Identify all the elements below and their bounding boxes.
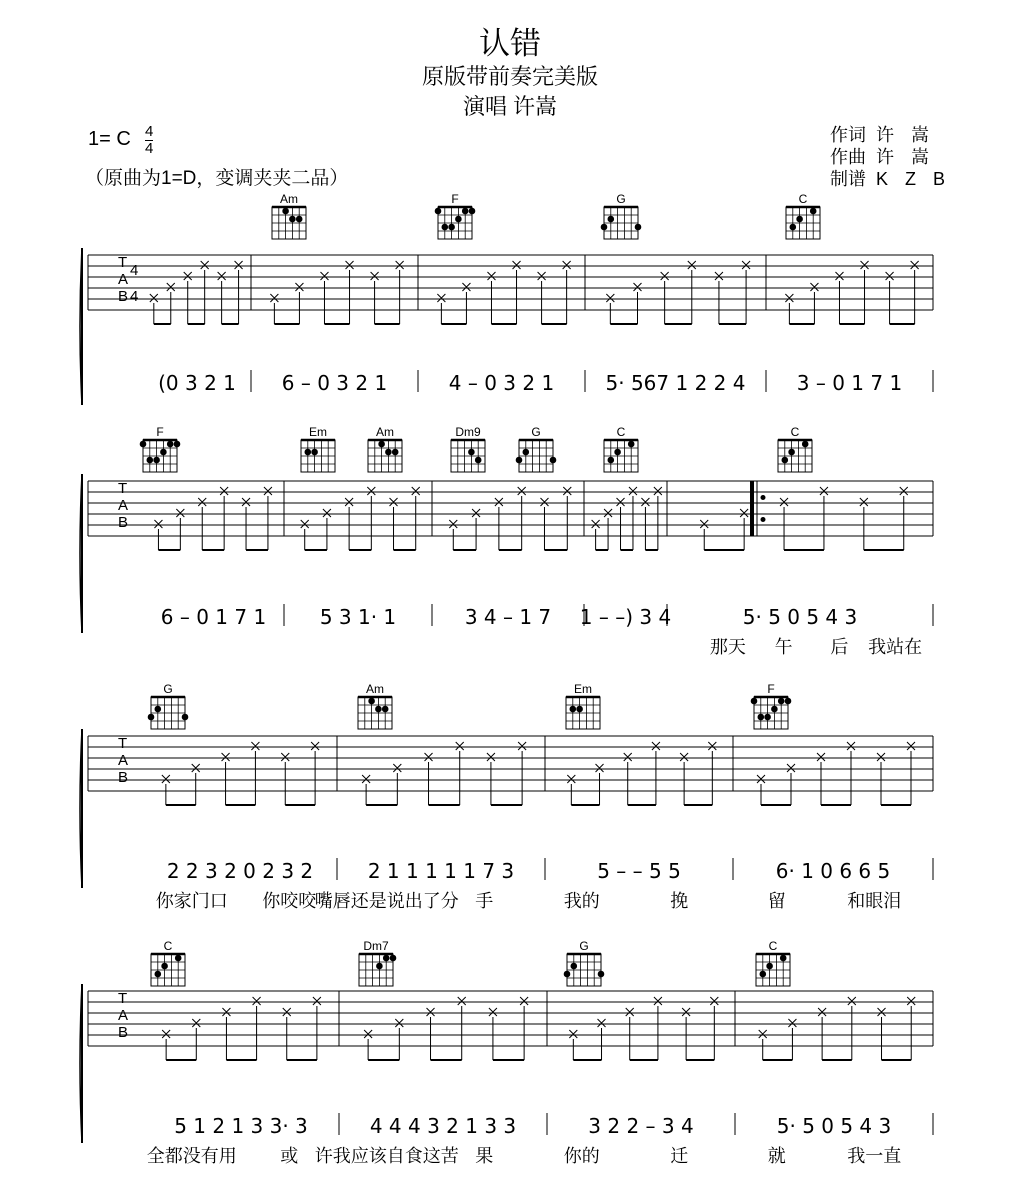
tab-note-x xyxy=(235,261,243,269)
chord-finger-dot xyxy=(375,706,382,713)
tab-letter-t: T xyxy=(118,990,128,1007)
chord-finger-dot xyxy=(570,706,577,713)
chord-diagram-dm7 xyxy=(359,939,396,986)
lyric-word: 你家门口 xyxy=(155,891,228,912)
chord-finger-dot xyxy=(462,208,469,215)
lyric-word: 全都没有用 xyxy=(146,1146,237,1167)
chord-finger-dot xyxy=(376,963,383,970)
chord-finger-dot xyxy=(782,457,789,464)
chord-finger-dot xyxy=(571,963,578,970)
tab-note-x xyxy=(281,753,289,761)
numbered-notation-measure: 4 4 4 3 2 1 3 3 xyxy=(369,1114,517,1138)
numbered-notation-measure: 3 – 0 1 7 1 xyxy=(796,371,903,395)
tab-note-x xyxy=(911,261,919,269)
chord-finger-dot xyxy=(516,457,523,464)
chord-finger-dot xyxy=(282,208,289,215)
chord-name: Am xyxy=(366,682,384,696)
tab-note-x xyxy=(563,487,571,495)
numbered-notation-measure: 6 – 0 1 7 1 xyxy=(160,605,267,629)
chord-finger-dot xyxy=(564,971,571,978)
tab-note-x xyxy=(886,272,894,280)
tab-note-x xyxy=(437,294,445,302)
chord-finger-dot xyxy=(598,971,605,978)
tab-note-x xyxy=(700,520,708,528)
tab-note-x xyxy=(624,753,632,761)
tab-note-x xyxy=(222,753,230,761)
tab-note-x xyxy=(458,997,466,1005)
tab-note-x xyxy=(740,509,748,517)
tab-letter-b: B xyxy=(118,514,129,531)
chord-finger-dot xyxy=(469,208,476,215)
tab-note-x xyxy=(907,997,915,1005)
tab-note-x xyxy=(592,520,600,528)
numbered-notation-measure: 1 – –) 3 4 xyxy=(579,605,672,629)
tab-note-x xyxy=(680,753,688,761)
tab-note-x xyxy=(320,272,328,280)
tab-note-x xyxy=(396,261,404,269)
tab-note-x xyxy=(820,487,828,495)
numbered-notation-measure: 5 3 1· 1 xyxy=(319,605,397,629)
tab-note-x xyxy=(688,261,696,269)
tab-note-x xyxy=(861,261,869,269)
chord-diagram-c xyxy=(786,192,820,239)
tab-note-x xyxy=(877,753,885,761)
chord-name: C xyxy=(163,939,173,953)
tab-note-x xyxy=(487,753,495,761)
tab-note-x xyxy=(425,753,433,761)
chord-finger-dot xyxy=(448,224,455,231)
time-sig-top: 4 xyxy=(145,123,154,140)
tab-note-x xyxy=(715,272,723,280)
tab-note-x xyxy=(787,764,795,772)
chord-name: C xyxy=(798,192,808,206)
chord-diagram-dm9 xyxy=(451,425,485,472)
tab-note-x xyxy=(860,498,868,506)
tab-note-x xyxy=(710,997,718,1005)
chord-name: G xyxy=(579,939,589,953)
tab-note-x xyxy=(847,742,855,750)
chord-diagram-am xyxy=(272,192,306,239)
lyric-word: 许我应该自食这苦 xyxy=(314,1146,459,1167)
tab-note-x xyxy=(513,261,521,269)
chord-name: G xyxy=(531,425,541,439)
tab-note-x xyxy=(654,997,662,1005)
chord-finger-dot xyxy=(153,457,160,464)
tab-note-x xyxy=(569,1030,577,1038)
chord-finger-dot xyxy=(780,955,787,962)
tab-note-x xyxy=(759,1030,767,1038)
tab-note-x xyxy=(393,764,401,772)
chord-finger-dot xyxy=(383,955,390,962)
lyric-word: 我一直 xyxy=(847,1146,902,1167)
tab-note-x xyxy=(301,520,309,528)
chord-finger-dot xyxy=(455,216,462,223)
tab-note-x xyxy=(606,294,614,302)
chord-finger-dot xyxy=(442,224,449,231)
numbered-notation-measure: 5 – – 5 5 xyxy=(597,859,681,883)
tab-note-x xyxy=(198,498,206,506)
tab-note-x xyxy=(757,775,765,783)
tab-note-x xyxy=(810,283,818,291)
tab-letter-t: T xyxy=(118,254,128,271)
tab-note-x xyxy=(150,294,158,302)
numbered-notation-measure: (0 3 2 1 xyxy=(158,371,236,395)
tab-note-x xyxy=(323,509,331,517)
lyric-word: 迁 xyxy=(670,1146,689,1167)
chord-finger-dot xyxy=(576,706,583,713)
tab-note-x xyxy=(567,775,575,783)
tab-note-x xyxy=(907,742,915,750)
chord-name: Dm9 xyxy=(455,425,481,439)
chord-finger-dot xyxy=(368,698,375,705)
chord-finger-dot xyxy=(802,441,809,448)
chord-finger-dot xyxy=(385,449,392,456)
chord-finger-dot xyxy=(796,216,803,223)
tab-note-x xyxy=(900,487,908,495)
tab-note-x xyxy=(390,498,398,506)
chord-finger-dot xyxy=(378,441,385,448)
tab-note-x xyxy=(222,1008,230,1016)
lyric-word: 后 xyxy=(830,637,849,658)
tab-note-x xyxy=(364,1030,372,1038)
tab-note-x xyxy=(641,498,649,506)
tab-note-x xyxy=(253,997,261,1005)
repeat-dot xyxy=(761,517,766,522)
tab-note-x xyxy=(495,498,503,506)
chord-finger-dot xyxy=(382,706,389,713)
tab-note-x xyxy=(462,283,470,291)
chord-finger-dot xyxy=(550,457,557,464)
chord-finger-dot xyxy=(766,963,773,970)
lyric-word: 果 xyxy=(475,1146,494,1167)
chord-name: Em xyxy=(309,425,327,439)
lyric-word: 和眼泪 xyxy=(847,891,902,912)
lyric-word: 手 xyxy=(475,891,494,912)
chord-diagram-g xyxy=(601,192,642,239)
tab-letter-b: B xyxy=(118,1024,129,1041)
tab-note-x xyxy=(220,487,228,495)
credit-arranger: 制谱 K Z B xyxy=(830,169,952,189)
credit-lyricist: 作词 许 嵩 xyxy=(830,125,936,145)
lyric-word: 我的 xyxy=(563,891,600,912)
chord-finger-dot xyxy=(601,224,608,231)
lyric-word: 你的 xyxy=(563,1146,600,1167)
chord-finger-dot xyxy=(760,971,767,978)
tab-note-x xyxy=(518,487,526,495)
tab-note-x xyxy=(395,1019,403,1027)
tab-letter-a: A xyxy=(118,1007,129,1024)
time-sig-bottom: 4 xyxy=(145,140,154,157)
tab-note-x xyxy=(654,487,662,495)
tab-note-x xyxy=(520,997,528,1005)
chord-finger-dot xyxy=(182,714,189,721)
tab-note-x xyxy=(251,742,259,750)
tab-note-x xyxy=(270,294,278,302)
tab-note-x xyxy=(313,997,321,1005)
chord-finger-dot xyxy=(435,208,442,215)
chord-name: Dm7 xyxy=(363,939,389,953)
tab-note-x xyxy=(154,520,162,528)
tab-note-x xyxy=(835,272,843,280)
tab-note-x xyxy=(708,742,716,750)
chord-finger-dot xyxy=(155,971,162,978)
tab-note-x xyxy=(176,509,184,517)
chord-diagram-f xyxy=(751,682,792,729)
tab-note-x xyxy=(518,742,526,750)
tab-note-x xyxy=(449,520,457,528)
tab-note-x xyxy=(167,283,175,291)
tab-note-x xyxy=(817,753,825,761)
tab-note-x xyxy=(652,742,660,750)
lyric-word: 留 xyxy=(767,891,786,912)
lyric-word: 午 xyxy=(774,637,793,658)
lyric-word: 那天 xyxy=(709,637,746,658)
tab-note-x xyxy=(848,997,856,1005)
chord-name: Am xyxy=(280,192,298,206)
lyric-word: 挽 xyxy=(670,891,689,912)
tab-letter-a: A xyxy=(118,752,129,769)
chord-finger-dot xyxy=(289,216,296,223)
lyric-word: 嘴唇还是说出了分 xyxy=(314,891,459,912)
numbered-notation-measure: 5· 5 0 5 4 3 xyxy=(742,605,858,629)
repeat-dot xyxy=(761,495,766,500)
chord-finger-dot xyxy=(148,714,155,721)
tab-note-x xyxy=(201,261,209,269)
lyric-word: 你咬咬 xyxy=(262,891,317,912)
chord-finger-dot xyxy=(771,706,778,713)
tab-note-x xyxy=(626,1008,634,1016)
tab-note-x xyxy=(780,498,788,506)
tab-note-x xyxy=(412,487,420,495)
tab-time-sig-top: 4 xyxy=(130,262,139,279)
chord-finger-dot xyxy=(758,714,765,721)
chord-name: C xyxy=(768,939,778,953)
song-subtitle: 原版带前奏完美版 xyxy=(421,64,598,89)
tab-note-x xyxy=(192,764,200,772)
tab-note-x xyxy=(283,1008,291,1016)
chord-finger-dot xyxy=(390,955,397,962)
chord-name: F xyxy=(156,425,164,439)
tab-note-x xyxy=(596,764,604,772)
numbered-notation-measure: 6· 1 0 6 6 5 xyxy=(775,859,891,883)
tab-note-x xyxy=(617,498,625,506)
chord-diagram-c xyxy=(604,425,638,472)
lyric-word: 就 xyxy=(767,1146,786,1167)
chord-finger-dot xyxy=(160,449,167,456)
tab-note-x xyxy=(162,775,170,783)
chord-finger-dot xyxy=(392,449,399,456)
tab-note-x xyxy=(371,272,379,280)
chord-finger-dot xyxy=(311,449,318,456)
tab-note-x xyxy=(661,272,669,280)
numbered-notation-measure: 3 2 2 – 3 4 xyxy=(588,1114,694,1138)
tab-letter-b: B xyxy=(118,288,129,305)
chord-finger-dot xyxy=(785,698,792,705)
chord-finger-dot xyxy=(751,698,758,705)
tab-letter-t: T xyxy=(118,735,128,752)
tab-note-x xyxy=(295,283,303,291)
chord-name: F xyxy=(451,192,459,206)
chord-diagram-g xyxy=(148,682,189,729)
chord-finger-dot xyxy=(778,698,785,705)
chord-finger-dot xyxy=(147,457,154,464)
chord-finger-dot xyxy=(167,441,174,448)
tab-note-x xyxy=(346,261,354,269)
chord-diagram-em xyxy=(566,682,600,729)
key-label: 1= C xyxy=(88,128,131,150)
chord-name: Em xyxy=(574,682,592,696)
chord-name: Am xyxy=(376,425,394,439)
tab-note-x xyxy=(367,487,375,495)
capo-note: （原曲为1=D，变调夹夹二品） xyxy=(85,168,349,189)
numbered-notation-measure: 2 1 1 1 1 1 7 3 xyxy=(367,859,515,883)
chord-name: G xyxy=(163,682,173,696)
chord-finger-dot xyxy=(608,216,615,223)
chord-finger-dot xyxy=(475,457,482,464)
tab-note-x xyxy=(742,261,750,269)
tab-note-x xyxy=(487,272,495,280)
chord-finger-dot xyxy=(140,441,147,448)
tab-note-x xyxy=(264,487,272,495)
chord-finger-dot xyxy=(296,216,303,223)
chord-finger-dot xyxy=(175,955,182,962)
credit-composer: 作曲 许 嵩 xyxy=(830,147,936,167)
tab-letter-t: T xyxy=(118,480,128,497)
chord-finger-dot xyxy=(788,449,795,456)
chord-diagram-f xyxy=(140,425,181,472)
tab-note-x xyxy=(818,1008,826,1016)
chord-finger-dot xyxy=(155,706,162,713)
chord-diagram-am xyxy=(368,425,402,472)
numbered-notation-measure: 4 – 0 3 2 1 xyxy=(448,371,555,395)
numbered-notation-measure: 6 – 0 3 2 1 xyxy=(281,371,388,395)
tab-note-x xyxy=(311,742,319,750)
tab-letter-b: B xyxy=(118,769,129,786)
chord-name: G xyxy=(616,192,626,206)
chord-name: C xyxy=(790,425,800,439)
chord-finger-dot xyxy=(305,449,312,456)
numbered-notation-measure: 5· 567 1 2 2 4 xyxy=(605,371,746,395)
chord-name: F xyxy=(767,682,775,696)
numbered-notation-measure: 5 1 2 1 3 3· 3 xyxy=(174,1114,308,1138)
tab-note-x xyxy=(162,1030,170,1038)
tab-note-x xyxy=(218,272,226,280)
chord-diagram-f xyxy=(435,192,476,239)
tab-letter-a: A xyxy=(118,271,129,288)
tab-note-x xyxy=(538,272,546,280)
chord-finger-dot xyxy=(614,449,621,456)
singer-line: 演唱 许嵩 xyxy=(462,94,558,119)
tab-time-sig-bottom: 4 xyxy=(130,288,139,305)
chord-name: C xyxy=(616,425,626,439)
tab-note-x xyxy=(788,1019,796,1027)
tab-note-x xyxy=(785,294,793,302)
chord-finger-dot xyxy=(628,441,635,448)
tab-note-x xyxy=(362,775,370,783)
tab-letter-a: A xyxy=(118,497,129,514)
tab-note-x xyxy=(427,1008,435,1016)
chord-finger-dot xyxy=(523,449,530,456)
chord-diagram-em xyxy=(301,425,335,472)
chord-finger-dot xyxy=(161,963,168,970)
lyric-word: 我站在 xyxy=(868,637,923,658)
tab-note-x xyxy=(563,261,571,269)
tab-note-x xyxy=(540,498,548,506)
chord-finger-dot xyxy=(468,449,475,456)
chord-finger-dot xyxy=(174,441,181,448)
chord-diagram-c xyxy=(778,425,812,472)
tab-note-x xyxy=(633,283,641,291)
tab-note-x xyxy=(184,272,192,280)
lyric-word: 或 xyxy=(280,1146,299,1167)
chord-diagram-c xyxy=(756,939,790,986)
tab-note-x xyxy=(456,742,464,750)
chord-finger-dot xyxy=(790,224,797,231)
tab-note-x xyxy=(598,1019,606,1027)
tab-note-x xyxy=(682,1008,690,1016)
tab-note-x xyxy=(192,1019,200,1027)
tab-note-x xyxy=(878,1008,886,1016)
numbered-notation-measure: 3 4 – 1 7 xyxy=(464,605,552,629)
chord-finger-dot xyxy=(810,208,817,215)
chord-diagram-c xyxy=(151,939,185,986)
chord-finger-dot xyxy=(608,457,615,464)
tab-note-x xyxy=(604,509,612,517)
tab-note-x xyxy=(345,498,353,506)
song-title: 认错 xyxy=(479,26,541,61)
tab-note-x xyxy=(472,509,480,517)
tab-note-x xyxy=(242,498,250,506)
chord-diagram-am xyxy=(358,682,392,729)
chord-finger-dot xyxy=(635,224,642,231)
chord-diagram-g xyxy=(516,425,557,472)
chord-finger-dot xyxy=(764,714,771,721)
numbered-notation-measure: 5· 5 0 5 4 3 xyxy=(776,1114,892,1138)
tab-note-x xyxy=(629,487,637,495)
chord-diagram-g xyxy=(564,939,605,986)
numbered-notation-measure: 2 2 3 2 0 2 3 2 xyxy=(166,859,314,883)
tab-note-x xyxy=(489,1008,497,1016)
